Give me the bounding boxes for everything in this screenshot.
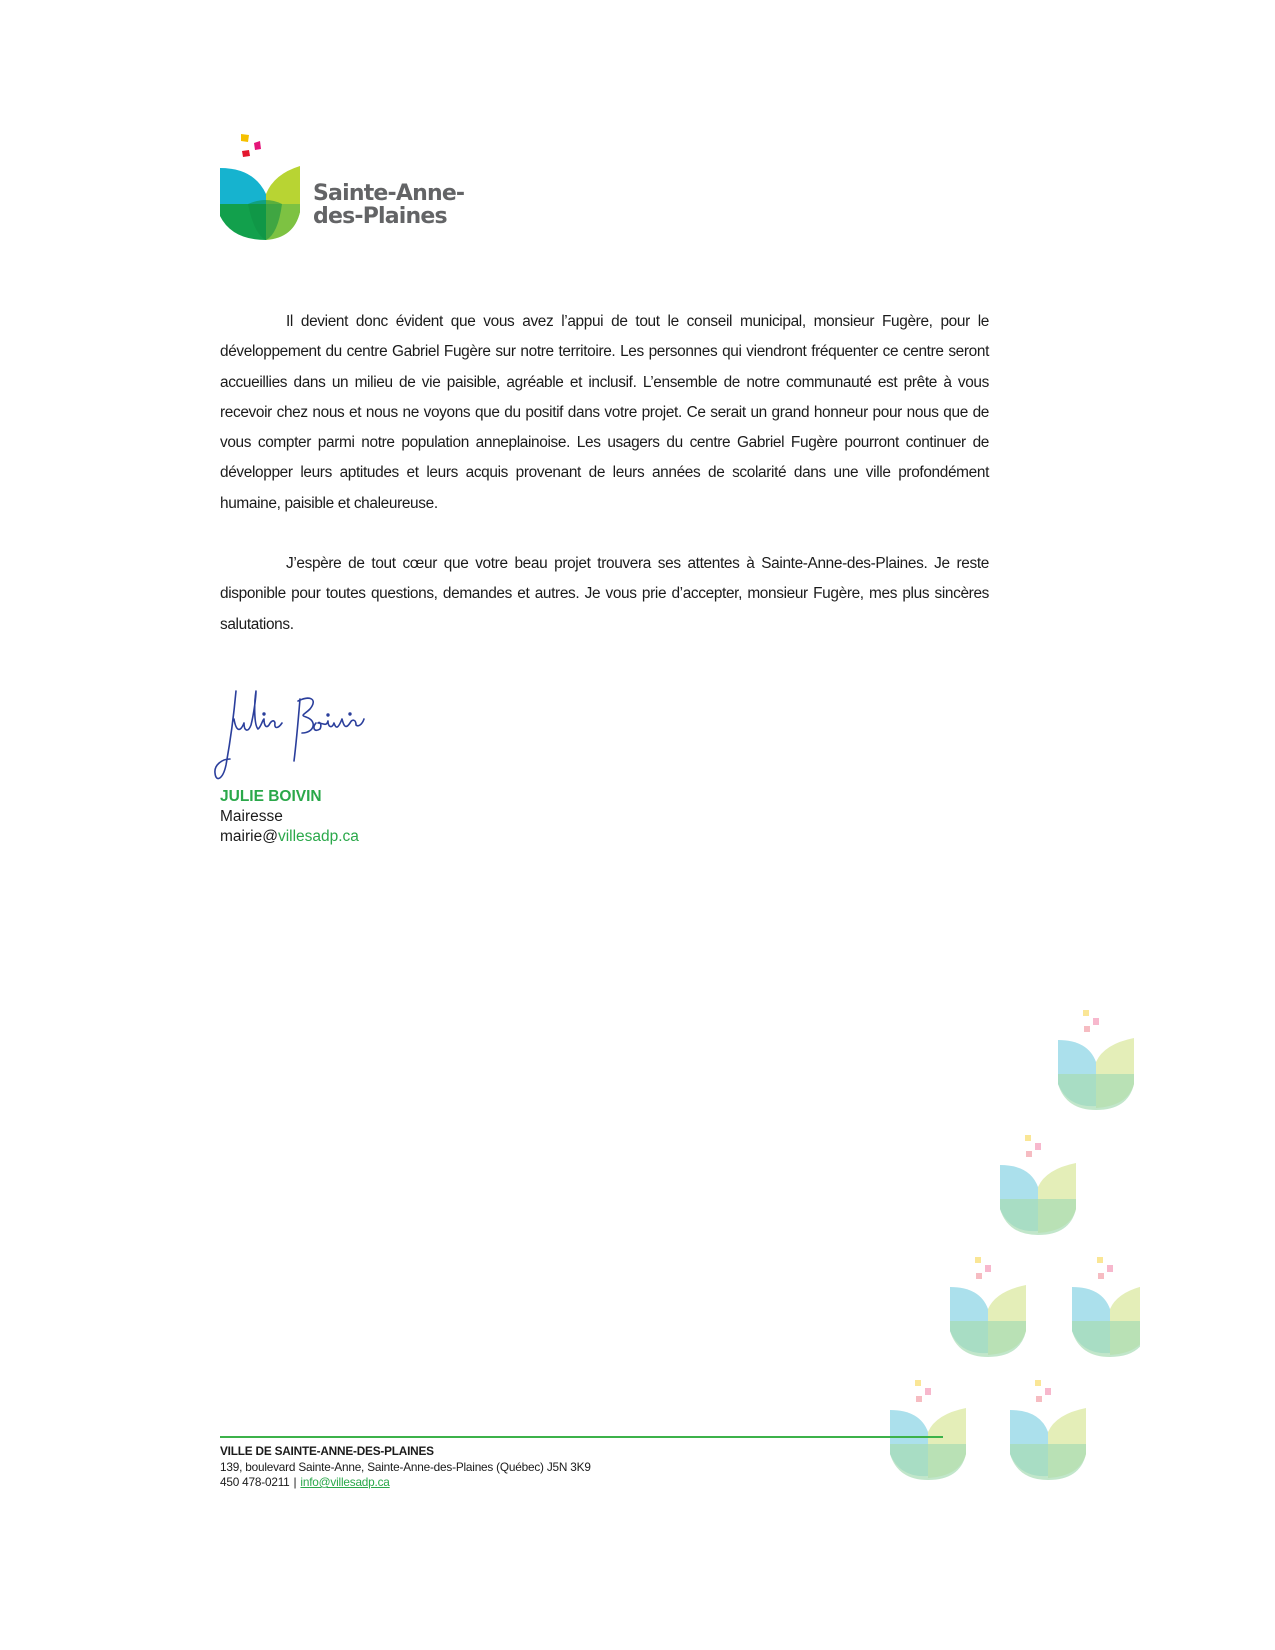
logo-wordmark-line1: Sainte-Anne- [313,181,465,206]
body-paragraph-1: Il devient donc évident que vous avez l’appui de tout le conseil municipal, monsieur Fugère, pour le développement du centre Gabriel Fugère sur notre territoire. Les personnes qui viendront fréquenter ce centre seront accueillies dans un milieu de vie paisible, agréable et inclusif. L’ensemble de notre communauté est prête à vous recevoir chez nous et nous ne voyons que du positif dans votre projet. Ce serait un grand honneur pour nous que de vous compter parmi notre population anneplainoise. Les usagers du centre Gabriel Fugère pourront continuer de développer leurs aptitudes et leurs acquis provenant de leurs années de scolarité dans une ville profondément humaine, paisible et chaleureuse. [220,313,989,512]
city-logo [218,134,468,254]
footer-phone: 450 478-0211 [220,1475,290,1489]
footer-separator: | [293,1475,297,1489]
footer-email-link[interactable]: info@villesadp.ca [300,1475,390,1489]
logo-wordmark-line2: des-Plaines [313,204,447,229]
signatory-name: JULIE BOIVIN [220,788,322,805]
footer-contact [220,1475,591,1491]
email-user: mairie@ [220,828,278,845]
tulip-logo-icon [218,134,313,254]
letter-body [220,307,989,640]
handwritten-signature [214,683,394,793]
body-paragraph-2: J’espère de tout cœur que votre beau projet trouvera ses attentes à Sainte-Anne-des-Plaines. Je reste disponible pour toutes questions, demandes et autres. Je vous prie d’accepter, monsieur Fugère, mes plus sincères salutations. [220,555,989,633]
signature-block [220,787,359,847]
footer-organization: VILLE DE SAINTE-ANNE-DES-PLAINES [220,1444,434,1458]
footer-divider [220,1436,943,1438]
decorative-tulip-pattern [810,920,1140,1520]
signatory-email[interactable] [220,827,359,847]
logo-wordmark [313,182,464,228]
footer [220,1444,591,1491]
email-domain: villesadp.ca [277,828,359,845]
footer-address: 139, boulevard Sainte-Anne, Sainte-Anne-des-Plaines (Québec) J5N 3K9 [220,1459,591,1474]
signatory-title: Mairesse [220,808,283,825]
